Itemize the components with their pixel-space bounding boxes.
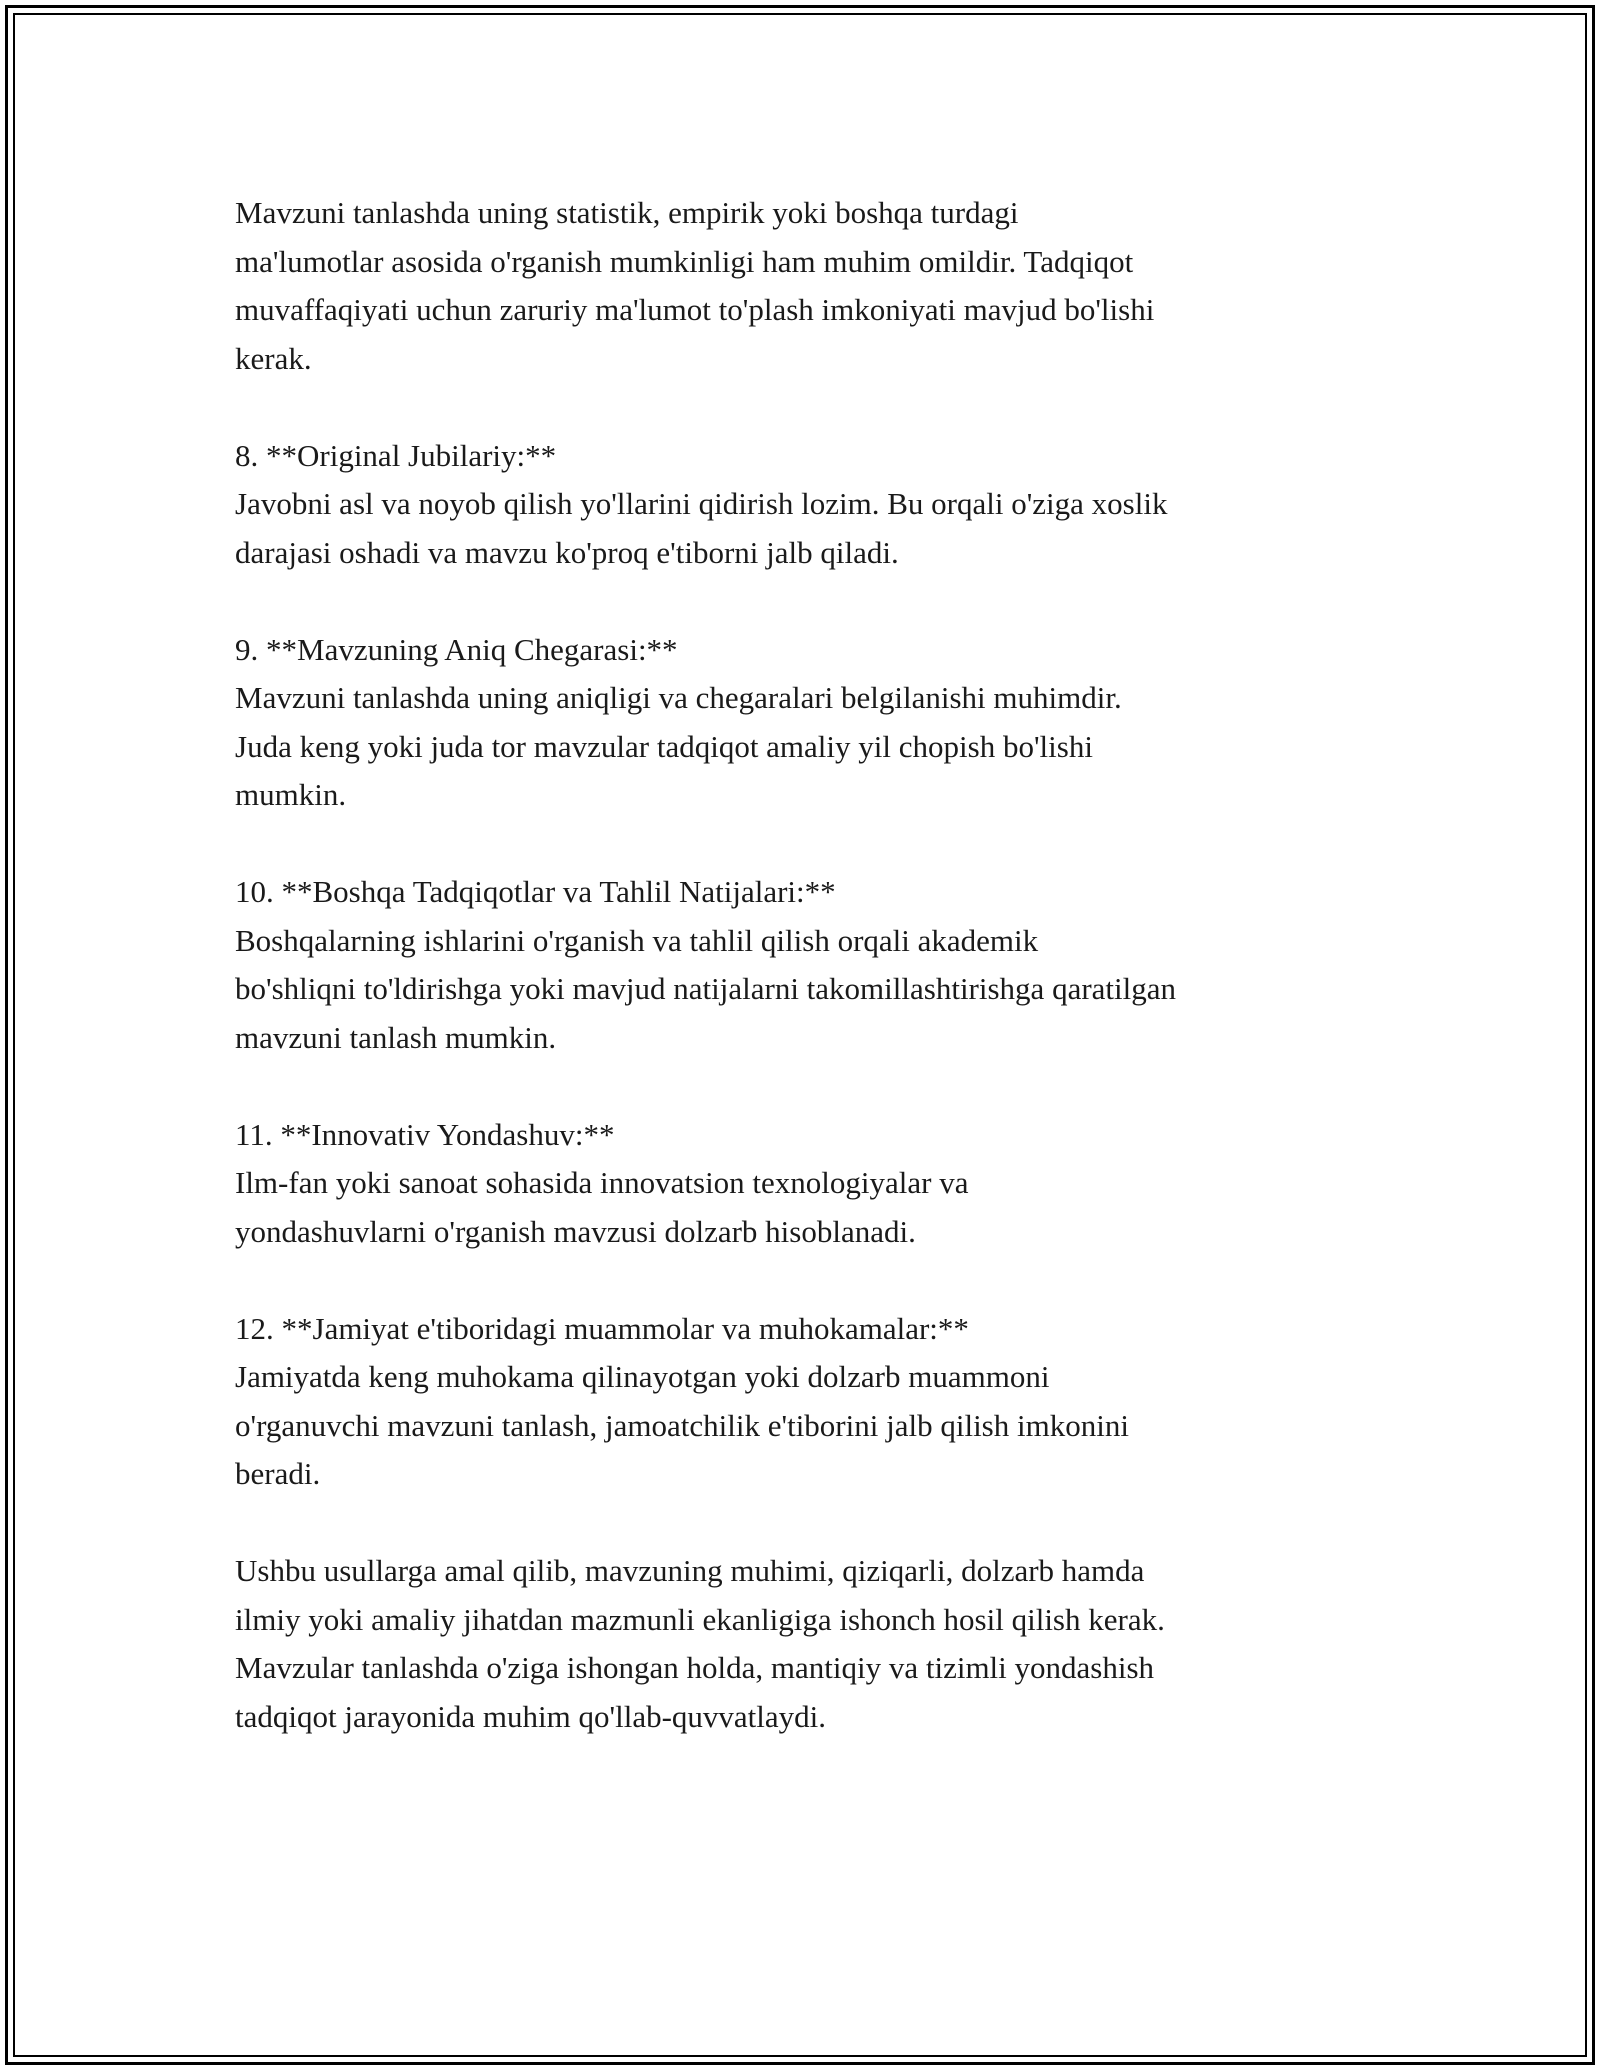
item-11-body: Ilm-fan yoki sanoat sohasida innovatsion texnologiyalar va yondashuvlarni o'rganish mavzusi dolzarb hisoblanadi. [235, 1165, 969, 1249]
paragraph-gap [235, 820, 1375, 869]
item-9-body: Mavzuni tanlashda uning aniqligi va chegaralari belgilanishi muhimdir. Juda keng yoki juda tor mavzular tadqiqot amaliy yil chopish bo'lishi mumkin. [235, 680, 1122, 812]
paragraph-gap [235, 1062, 1375, 1111]
item-12-heading: 12. **Jamiyat e'tiboridagi muammolar va muhokamalar:** [235, 1310, 969, 1346]
item-12-body: Jamiyatda keng muhokama qilinayotgan yoki dolzarb muammoni o'rganuvchi mavzuni tanlash, jamoatchilik e'tiborini jalb qilish imkonini beradi. [235, 1359, 1129, 1491]
paragraph-gap [235, 1256, 1375, 1305]
intro-paragraph: Mavzuni tanlashda uning statistik, empirik yoki boshqa turdagi ma'lumotlar asosida o'rganish mumkinligi ham muhim omildir. Tadqiqot muvaffaqiyati uchun zaruriy ma'lumot to'plash imkoniyati mavjud bo'lishi kerak. [235, 195, 1155, 376]
item-9-heading: 9. **Mavzuning Aniq Chegarasi:** [235, 631, 678, 667]
paragraph-gap [235, 577, 1375, 626]
document-body [235, 189, 1375, 1741]
paragraph-gap [235, 1499, 1375, 1548]
item-8-body: Javobni asl va noyob qilish yo'llarini qidirish lozim. Bu orqali o'ziga xoslik darajasi oshadi va mavzu ko'proq e'tiborni jalb qiladi. [235, 486, 1168, 570]
item-10-body: Boshqalarning ishlarini o'rganish va tahlil qilish orqali akademik bo'shliqni to'ldirishga yoki mavjud natijalarni takomillashtirishga qaratilgan mavzuni tanlash mumkin. [235, 922, 1177, 1055]
item-10-heading: 10. **Boshqa Tadqiqotlar va Tahlil Natijalari:** [235, 874, 836, 909]
item-11-heading: 11. **Innovativ Yondashuv:** [235, 1116, 615, 1152]
paragraph-gap [235, 383, 1375, 432]
item-8-heading: 8. **Original Jubilariy:** [235, 437, 557, 473]
conclusion-paragraph: Ushbu usullarga amal qilib, mavzuning muhimi, qiziqarli, dolzarb hamda ilmiy yoki amaliy jihatdan mazmunli ekanligiga ishonch hosil qilish kerak. Mavzular tanlashda o'ziga ishongan holda, mantiqiy va tizimli yondashish tadqiqot jarayonida muhim qo'llab-quvvatlaydi. [235, 1553, 1165, 1734]
